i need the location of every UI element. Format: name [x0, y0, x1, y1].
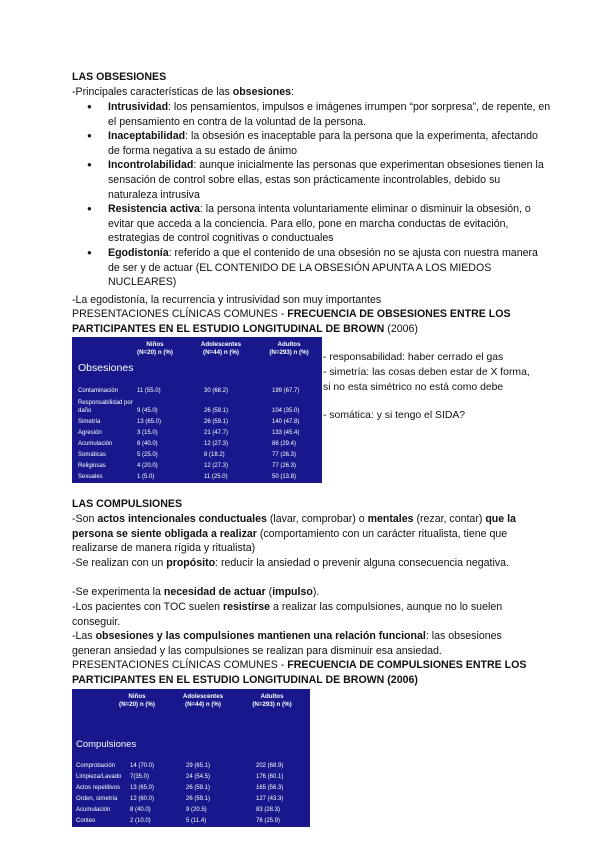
cell-value: 140 (47.8): [272, 419, 300, 425]
compulsiones-table: [72, 689, 310, 827]
row-label: Responsabilidad por daño: [78, 400, 133, 414]
cell-value: 26 (59.1): [204, 419, 229, 425]
row-label: Actos repetitivos: [76, 785, 121, 791]
compulsiones-paragraph-5: -Las obsesiones y las compulsiones mantienen una relación funcional: las obsesiones generan ansiedad y las compulsiones se realizan para disminuir esa ansiedad.: [72, 630, 502, 657]
cell-value: 202 (68.9): [256, 763, 284, 769]
cell-value: 165 (56.3): [256, 785, 284, 791]
list-item: ● Intrusividad: los pensamientos, impulsos e imágenes irrumpen “por sorpresa”, de repente, en el pensamiento en contra de la voluntad de la persona.: [82, 100, 552, 129]
column-header-adultos: Adultos (N=293) n (%): [252, 693, 292, 708]
cell-value: 24 (54.5): [186, 774, 211, 780]
cell-value: 11 (25.0): [204, 474, 228, 480]
compulsiones-paragraph-4: -Los pacientes con TOC suelen resistirse a realizar las compulsiones, aunque no lo suelen conseguir.: [72, 601, 503, 628]
cell-value: 5 (11.4): [186, 818, 207, 824]
column-header-adultos: Adultos (N=293) n (%): [269, 341, 309, 356]
cell-value: 26 (59.1): [204, 408, 229, 414]
cell-value: 12 (27.3): [204, 463, 229, 469]
table-title: Obsesiones: [78, 362, 134, 374]
cell-value: 9 (20.5): [186, 807, 207, 813]
cell-value: 13 (65.0): [130, 785, 155, 791]
cell-value: 8 (40.0): [137, 441, 158, 447]
side-note: - simetría: las cosas deben estar de X forma, si no esta simétrico no está como debe: [323, 367, 530, 393]
cell-value: 26 (59.1): [186, 796, 211, 802]
cell-value: 50 (13.8): [272, 474, 297, 480]
cell-value: 5 (25.0): [137, 452, 158, 458]
cell-value: 2 (10.0): [130, 818, 151, 824]
cell-value: 4 (20.0): [137, 463, 158, 469]
obsesiones-intro: -Principales características de las obsesiones:: [72, 86, 294, 98]
compulsiones-paragraph-1: -Son actos intencionales conductuales (lavar, comprobar) o mentales (rezar, contar) que la persona se siente obligada a realizar (comportamiento con un carácter ritualista, tiene que realizarse de manera rígida y ritualista): [72, 513, 516, 555]
cell-value: 14 (70.0): [130, 763, 155, 769]
column-header-ninos: Niños (N=20) n (%): [137, 341, 173, 356]
list-item: ● Egodistonía: referido a que el contenido de una obsesión no se ajusta con nuestra manera de ser y de actuar (EL CONTENIDO DE LA OBSESIÓN APUNTA A LOS MIEDOS NUCLEARES): [82, 246, 552, 290]
cell-value: 133 (45.4): [272, 430, 300, 436]
cell-value: 12 (27.3): [204, 441, 229, 447]
section-title-compulsiones: LAS COMPULSIONES: [72, 498, 183, 510]
row-label: Orden, simetría: [76, 796, 118, 802]
row-label: Simetría: [78, 419, 101, 425]
table-title: Compulsiones: [76, 739, 137, 750]
section-title-obsesiones: LAS OBSESIONES: [72, 71, 167, 83]
cell-value: 26 (59.1): [186, 785, 211, 791]
cell-value: 11 (55.0): [137, 388, 161, 394]
row-label: Acumulación: [76, 807, 111, 813]
column-header-ninos: Niños (N=20) n (%): [119, 693, 155, 708]
cell-value: 83 (28.3): [256, 807, 281, 813]
cell-value: 8 (40.0): [130, 807, 151, 813]
column-header-adolescentes: Adolescentes (N=44) n (%): [182, 693, 224, 708]
cell-value: 12 (60.0): [130, 796, 155, 802]
row-label: Comprobación: [76, 763, 116, 769]
cell-value: 7(35.0): [130, 774, 150, 780]
cell-value: 127 (43.3): [256, 796, 284, 802]
row-label: Somáticas: [78, 452, 107, 458]
column-header-adolescentes: Adolescentes (N=44) n (%): [200, 341, 242, 356]
row-label: Conteo: [76, 818, 96, 824]
cell-value: 176 (60.1): [256, 774, 284, 780]
obsesiones-table-heading: PRESENTACIONES CLÍNICAS COMUNES - FRECUENCIA DE OBSESIONES ENTRE LOS PARTICIPANTES EN EL ESTUDIO LONGITUDINAL DE BROWN (2006): [72, 308, 511, 335]
row-label: Acumulación: [78, 441, 113, 447]
row-label: Contaminación: [78, 388, 119, 394]
row-label: Limpieza/Lavado: [76, 774, 122, 780]
list-item: ● Inaceptabilidad: la obsesión es inaceptable para la persona que la experimenta, afectando de forma negativa a su estado de ánimo: [82, 129, 552, 158]
compulsiones-paragraph-3: -Se experimenta la necesidad de actuar (impulso).: [72, 586, 320, 598]
obsesiones-table: [72, 337, 322, 483]
row-label: Religiosas: [78, 463, 106, 469]
cell-value: 104 (35.0): [272, 408, 300, 414]
row-label: Agresión: [78, 430, 102, 436]
obsesiones-characteristics-list: [82, 100, 552, 290]
cell-value: 30 (68.2): [204, 388, 229, 394]
obsesiones-summary: -La egodistonía, la recurrencia y intrusividad son muy importantes: [72, 294, 382, 306]
cell-value: 8 (18.2): [204, 452, 225, 458]
cell-value: 21 (47.7): [204, 430, 229, 436]
list-item: ● Resistencia activa: la persona intenta voluntariamente eliminar o disminuir la obsesión, o evitar que acceda a la conciencia. Para ello, pone en marcha conductas de evitación, estrategias de control cognitivas o conductuales: [82, 202, 552, 246]
side-note: - responsabilidad: haber cerrado el gas: [323, 352, 504, 363]
row-label: Sexuales: [78, 474, 103, 480]
list-item: ● Incontrolabilidad: aunque inicialmente las personas que experimentan obsesiones tienen la sensación de control sobre ellas, estas son prácticamente incontrolables, debido su naturaleza intrusiva: [82, 158, 552, 202]
cell-value: 13 (65.0): [137, 419, 162, 425]
cell-value: 86 (29.4): [272, 441, 297, 447]
cell-value: 3 (15.0): [137, 430, 158, 436]
cell-value: 199 (67.7): [272, 388, 300, 394]
side-note: - somática: y si tengo el SIDA?: [323, 410, 466, 421]
cell-value: 29 (65.1): [186, 763, 211, 769]
cell-value: 77 (26.3): [272, 452, 297, 458]
cell-value: 1 (5.0): [137, 474, 155, 480]
cell-value: 76 (25.9): [256, 818, 281, 824]
compulsiones-paragraph-2: -Se realizan con un propósito: reducir la ansiedad o prevenir alguna consecuencia negativa.: [72, 557, 509, 569]
cell-value: 77 (26.3): [272, 463, 297, 469]
compulsiones-table-heading: PRESENTACIONES CLÍNICAS COMUNES - FRECUENCIA DE COMPULSIONES ENTRE LOS PARTICIPANTES EN EL ESTUDIO LONGITUDINAL DE BROWN (2006): [72, 659, 527, 686]
cell-value: 9 (45.0): [137, 408, 158, 414]
